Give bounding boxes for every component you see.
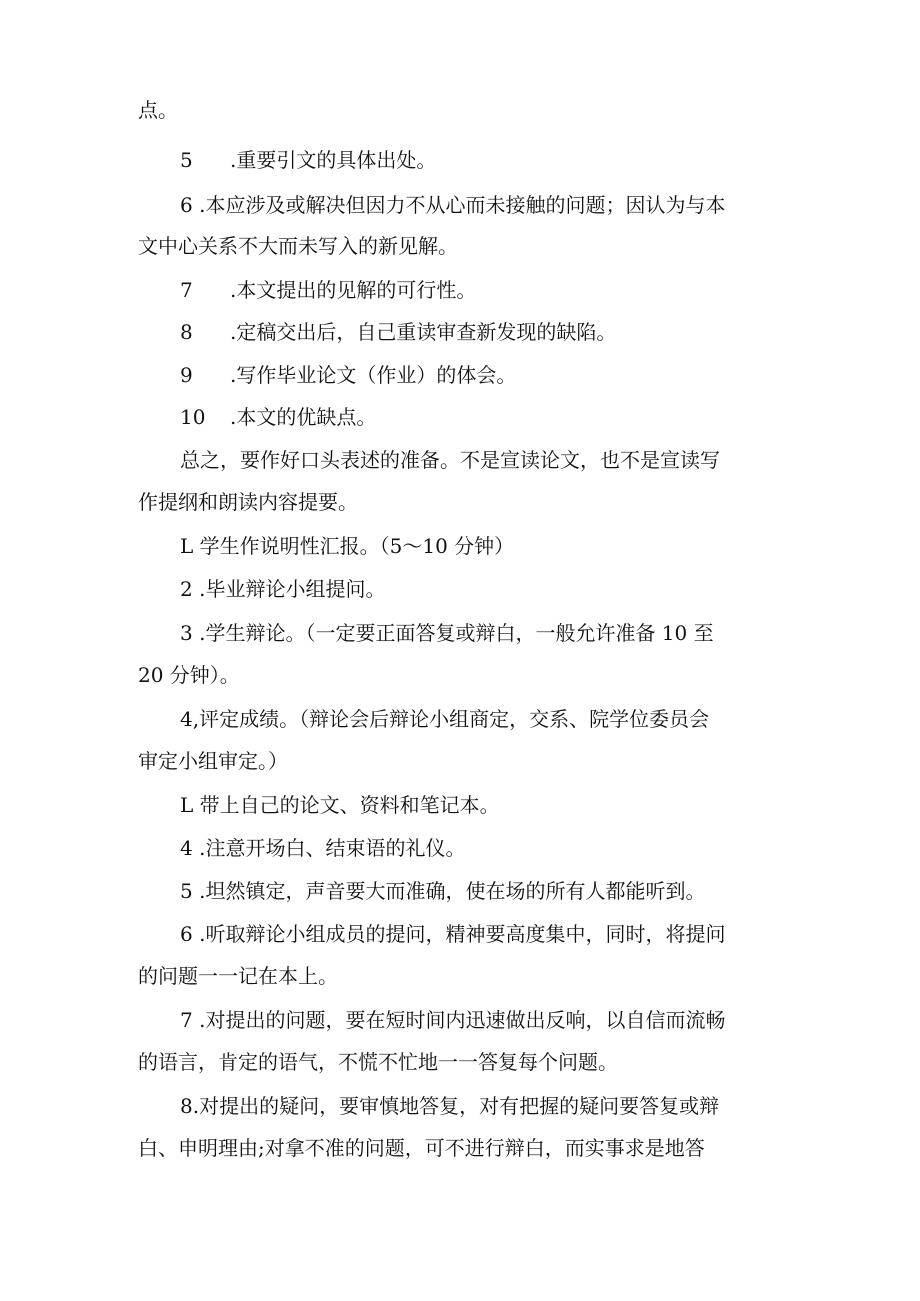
text-line: 4 .注意开场白、结束语的礼仪。 [180, 836, 466, 860]
list-item-text: .本文的优缺点。 [230, 405, 377, 429]
text-line: 审定小组审定。） [138, 749, 288, 773]
text-line: 3 .学生辩论。（一定要正面答复或辩白，一般允许准备 10 至 [180, 621, 714, 645]
text-line: 的问题一一记在本上。 [138, 964, 338, 988]
list-item-text: .定稿交出后，自己重读审查新发现的缺陷。 [230, 320, 617, 344]
text-line: 白、申明理由;对拿不准的问题，可不进行辩白，而实事求是地答 [138, 1136, 705, 1160]
text-line: 20 分钟）。 [138, 663, 240, 687]
text-line: 6 .本应涉及或解决但因力不从心而未接触的问题；因认为与本 [180, 193, 726, 217]
list-number: 8 [180, 320, 193, 344]
list-number: 5 [180, 148, 193, 172]
list-item-text: .写作毕业论文（作业）的体会。 [230, 363, 517, 387]
text-line: 6 .听取辩论小组成员的提问，精神要高度集中，同时，将提问 [180, 922, 726, 946]
text-line: 4,评定成绩。（辩论会后辩论小组商定，交系、院学位委员会 [180, 707, 710, 731]
list-number: 10 [180, 405, 206, 429]
text-line: 5 .坦然镇定，声音要大而准确，使在场的所有人都能听到。 [180, 879, 706, 903]
list-item-text: .重要引文的具体出处。 [230, 148, 437, 172]
text-line: 点。 [138, 98, 178, 122]
text-line: 2 .毕业辩论小组提问。 [180, 577, 386, 601]
text-line: 的语言，肯定的语气，不慌不忙地一一答复每个问题。 [138, 1050, 618, 1074]
text-line: 作提纲和朗读内容提要。 [138, 490, 358, 514]
text-line: 8.对提出的疑问，要审慎地答复，对有把握的疑问要答复或辩 [180, 1094, 720, 1118]
text-line: L 学生作说明性汇报。（5～10 分钟） [180, 534, 515, 558]
text-line: 文中心关系不大而未写入的新见解。 [138, 234, 458, 258]
list-number: 7 [180, 278, 193, 302]
text-line: 总之，要作好口头表述的准备。不是宣读论文，也不是宣读写 [180, 448, 720, 472]
text-line: 7 .对提出的问题，要在短时间内迅速做出反响，以自信而流畅 [180, 1008, 726, 1032]
text-line: L 带上自己的论文、资料和笔记本。 [180, 793, 500, 817]
list-number: 9 [180, 363, 193, 387]
list-item-text: .本文提出的见解的可行性。 [230, 278, 477, 302]
